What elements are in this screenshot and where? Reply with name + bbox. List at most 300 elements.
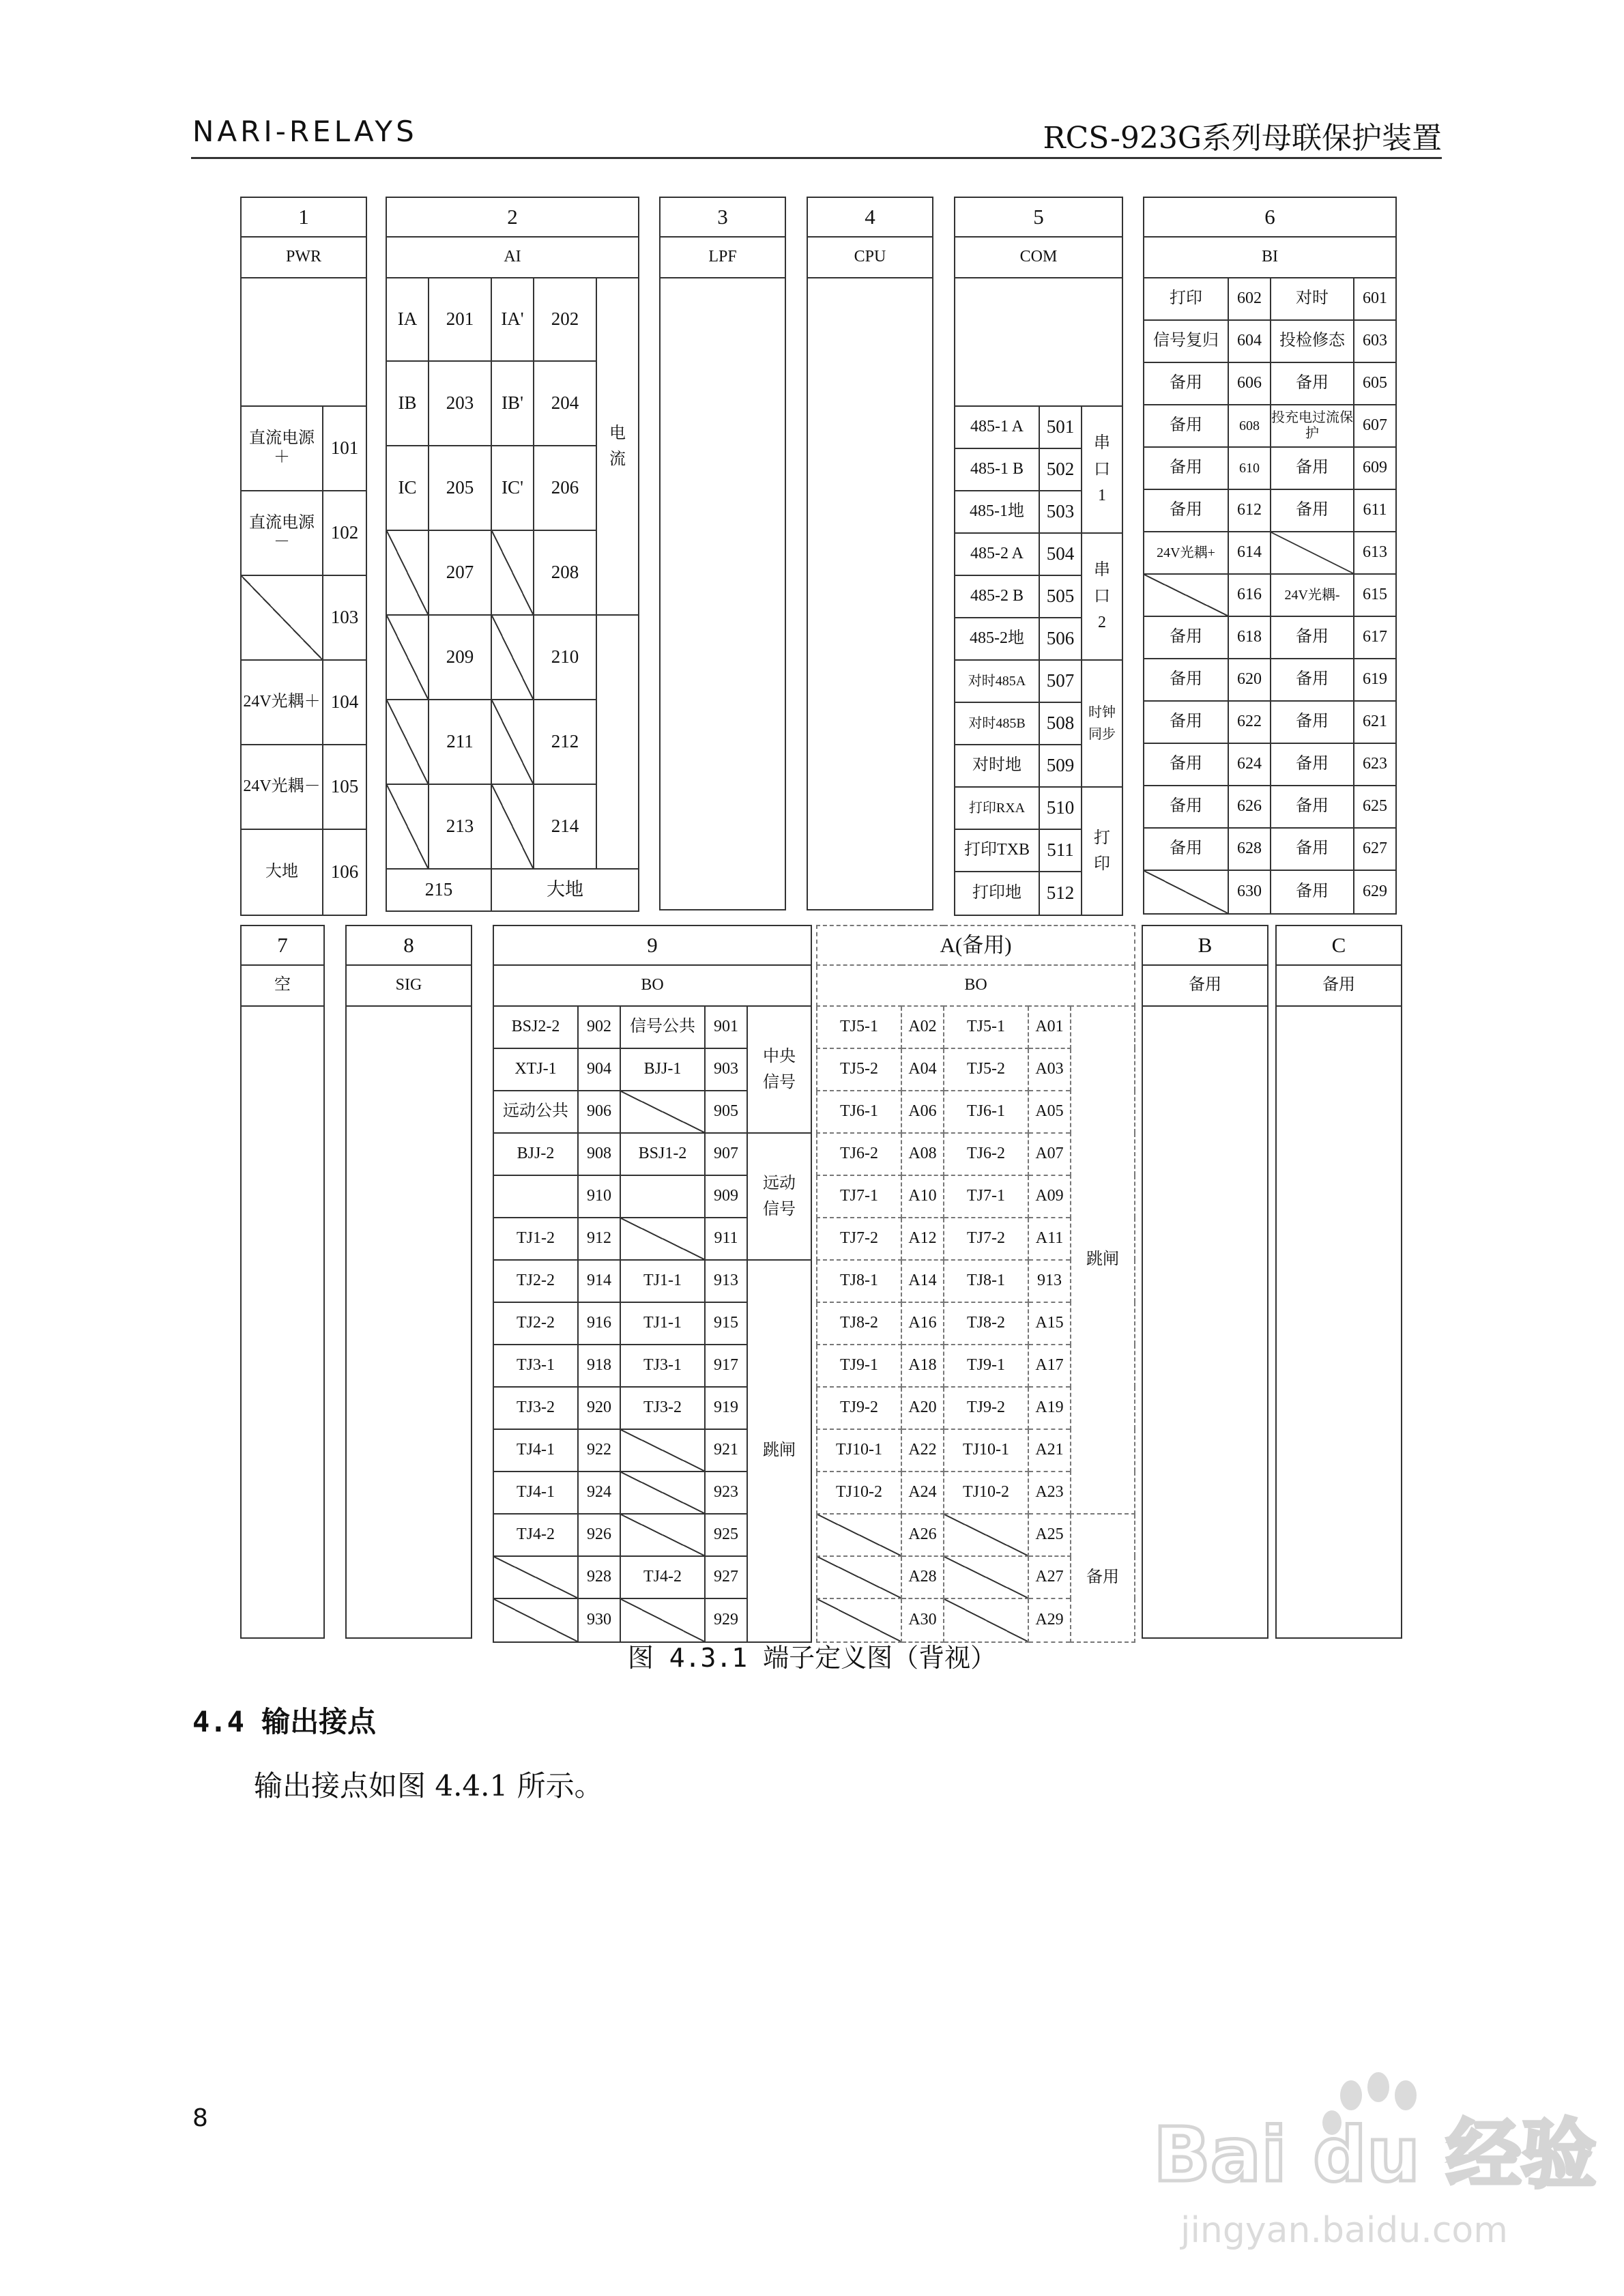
terminal-label: 远动公共 [493, 1091, 578, 1133]
terminal-label: 485-2地 [955, 618, 1039, 660]
terminal-label-empty [944, 1556, 1028, 1598]
terminal-label-empty [491, 530, 534, 615]
watermark-line1: Bai du 经验 [1153, 2111, 1597, 2198]
module-number: B [1142, 925, 1268, 965]
group-label [1071, 1514, 1135, 1642]
terminal-label: TJ9-2 [944, 1387, 1028, 1429]
terminal-number: A12 [901, 1218, 944, 1260]
terminal-number: 202 [534, 278, 596, 361]
terminal-label: 24V光耦+ [1144, 532, 1228, 574]
terminal-label-empty [817, 1598, 901, 1642]
empty-area [1142, 1006, 1268, 1638]
terminal-number: 101 [323, 406, 366, 491]
terminal-number: 619 [1354, 659, 1396, 701]
terminal-number: 906 [578, 1091, 620, 1133]
group-label [1082, 660, 1122, 787]
terminal-label: 备用 [1144, 362, 1228, 405]
terminal-label: TJ3-1 [493, 1345, 578, 1387]
module-name: BO [817, 965, 1135, 1006]
terminal-number: 603 [1354, 320, 1396, 362]
terminal-label: TJ6-2 [944, 1133, 1028, 1175]
terminal-number: 610 [1228, 447, 1271, 489]
terminal-label: 直流电源＋ [241, 406, 323, 491]
group-label-text: 串口2 [1094, 561, 1110, 632]
terminal-number: 929 [705, 1598, 747, 1642]
terminal-number: 918 [578, 1345, 620, 1387]
terminal-label: 24V光耦- [1271, 574, 1354, 616]
terminal-number: A23 [1028, 1472, 1071, 1514]
terminal-label: 备用 [1271, 828, 1354, 870]
module-1-pwr [240, 197, 367, 916]
terminal-number: A08 [901, 1133, 944, 1175]
terminal-number: A03 [1028, 1048, 1071, 1091]
terminal-label: TJ9-1 [817, 1345, 901, 1387]
terminal-number: A01 [1028, 1006, 1071, 1048]
terminal-number: 612 [1228, 489, 1271, 532]
terminal-number: A14 [901, 1260, 944, 1302]
module-number: 3 [660, 197, 785, 237]
terminal-number: 615 [1354, 574, 1396, 616]
terminal-number: 627 [1354, 828, 1396, 870]
terminal-number: 920 [578, 1387, 620, 1429]
terminal-number: 106 [323, 829, 366, 915]
module-5-com [954, 197, 1123, 916]
terminal-number: A18 [901, 1345, 944, 1387]
module-a-bo [816, 925, 1135, 1643]
terminal-label: 备用 [1271, 659, 1354, 701]
terminal-label: 备用 [1144, 701, 1228, 743]
module-name: COM [955, 237, 1122, 278]
header-left: NARI-RELAYS [192, 115, 418, 148]
group-label [596, 278, 639, 615]
group-label-text: 电流 [609, 424, 626, 468]
terminal-number: 607 [1354, 405, 1396, 447]
terminal-label: TJ10-1 [944, 1429, 1028, 1472]
terminal-number: A19 [1028, 1387, 1071, 1429]
terminal-label: 备用 [1144, 743, 1228, 786]
terminal-number: 622 [1228, 701, 1271, 743]
watermark-line2: jingyan.baidu.com [1180, 2210, 1508, 2251]
terminal-label-empty [1271, 532, 1354, 574]
terminal-label-empty [817, 1514, 901, 1556]
terminal-label-empty [944, 1514, 1028, 1556]
terminal-number: 927 [705, 1556, 747, 1598]
terminal-number: 620 [1228, 659, 1271, 701]
terminal-number: 604 [1228, 320, 1271, 362]
terminal-number: 208 [534, 530, 596, 615]
terminal-number: A29 [1028, 1598, 1071, 1642]
terminal-number: 621 [1354, 701, 1396, 743]
terminal-number: 901 [705, 1006, 747, 1048]
terminal-number: A11 [1028, 1218, 1071, 1260]
terminal-number: 926 [578, 1514, 620, 1556]
terminal-number: 902 [578, 1006, 620, 1048]
body-paragraph: 输出接点如图 4.4.1 所示。 [254, 1769, 603, 1803]
terminal-label: TJ6-2 [817, 1133, 901, 1175]
terminal-number: 213 [429, 784, 491, 869]
group-label-text: 跳闸 [763, 1441, 796, 1460]
terminal-label: 485-1 A [955, 406, 1039, 448]
module-number: A(备用) [817, 925, 1135, 965]
module-4-cpu [807, 197, 933, 910]
terminal-label: 备用 [1144, 659, 1228, 701]
terminal-number: A30 [901, 1598, 944, 1642]
terminal-number: 913 [1028, 1260, 1071, 1302]
terminal-number: 912 [578, 1218, 620, 1260]
terminal-number: 616 [1228, 574, 1271, 616]
terminal-label: 打印TXB [955, 829, 1039, 872]
terminal-label: TJ7-2 [944, 1218, 1028, 1260]
terminal-label: TJ3-1 [620, 1345, 705, 1387]
terminal-label: TJ10-1 [817, 1429, 901, 1472]
terminal-label: 对时 [1271, 278, 1354, 320]
terminal-label: TJ7-1 [944, 1175, 1028, 1218]
terminal-label: TJ4-1 [493, 1472, 578, 1514]
module-6-bi [1143, 197, 1397, 915]
empty-area [955, 278, 1122, 406]
module-3-lpf [659, 197, 786, 910]
terminal-label: BSJ1-2 [620, 1133, 705, 1175]
terminal-label-empty [241, 575, 323, 660]
terminal-label: XTJ-1 [493, 1048, 578, 1091]
group-label-text: 时钟同步 [1088, 705, 1116, 742]
terminal-number: 506 [1039, 618, 1082, 660]
terminal-number: 617 [1354, 616, 1396, 659]
empty-area [346, 1006, 472, 1638]
terminal-number: 207 [429, 530, 491, 615]
terminal-label: 备用 [1271, 743, 1354, 786]
terminal-label: TJ9-2 [817, 1387, 901, 1429]
terminal-label: TJ1-1 [620, 1260, 705, 1302]
terminal-number: 601 [1354, 278, 1396, 320]
terminal-number: 928 [578, 1556, 620, 1598]
terminal-label-empty [386, 700, 429, 784]
terminal-number: 903 [705, 1048, 747, 1091]
terminal-label-empty [491, 784, 534, 869]
module-name: AI [386, 237, 639, 278]
module-number: 1 [241, 197, 366, 237]
terminal-number: 602 [1228, 278, 1271, 320]
terminal-label-empty [620, 1598, 705, 1642]
terminal-number: 511 [1039, 829, 1082, 872]
terminal-label: IA' [491, 278, 534, 361]
terminal-label-empty [493, 1175, 578, 1218]
terminal-label: TJ8-1 [944, 1260, 1028, 1302]
module-name: PWR [241, 237, 366, 278]
terminal-number: A09 [1028, 1175, 1071, 1218]
terminal-label: 备用 [1144, 616, 1228, 659]
terminal-label: 信号公共 [620, 1006, 705, 1048]
terminal-label: TJ2-2 [493, 1260, 578, 1302]
terminal-number: A21 [1028, 1429, 1071, 1472]
terminal-number: 625 [1354, 786, 1396, 828]
terminal-number: 510 [1039, 787, 1082, 829]
terminal-number: A17 [1028, 1345, 1071, 1387]
terminal-label: BJJ-1 [620, 1048, 705, 1091]
terminal-label: 打印RXA [955, 787, 1039, 829]
terminal-number: 922 [578, 1429, 620, 1472]
group-label [1082, 406, 1122, 533]
terminal-number: A02 [901, 1006, 944, 1048]
terminal-label: TJ7-1 [817, 1175, 901, 1218]
terminal-number: A15 [1028, 1302, 1071, 1345]
terminal-number: 911 [705, 1218, 747, 1260]
terminal-label: 485-2 A [955, 533, 1039, 575]
terminal-label: 信号复归 [1144, 320, 1228, 362]
empty-area [241, 278, 366, 406]
group-label-text: 串口1 [1094, 434, 1110, 505]
terminal-number: 924 [578, 1472, 620, 1514]
terminal-number: 611 [1354, 489, 1396, 532]
terminal-label: TJ4-1 [493, 1429, 578, 1472]
terminal-label: 485-1 B [955, 448, 1039, 491]
terminal-number: 910 [578, 1175, 620, 1218]
terminal-number: 923 [705, 1472, 747, 1514]
terminal-number: A06 [901, 1091, 944, 1133]
terminal-label: 24V光耦－ [241, 745, 323, 829]
terminal-label: 485-1地 [955, 491, 1039, 533]
terminal-number: 215 [386, 869, 491, 911]
terminal-number: 211 [429, 700, 491, 784]
empty-area [241, 1006, 324, 1638]
group-label-text: 远动信号 [762, 1174, 796, 1218]
terminal-label: 备用 [1271, 870, 1354, 914]
header-rule [191, 157, 1442, 159]
terminal-label: IC' [491, 446, 534, 530]
terminal-number: 916 [578, 1302, 620, 1345]
terminal-label: TJ8-1 [817, 1260, 901, 1302]
terminal-label: TJ5-1 [944, 1006, 1028, 1048]
terminal-number: 915 [705, 1302, 747, 1345]
terminal-number: 505 [1039, 575, 1082, 618]
terminal-label: TJ8-2 [817, 1302, 901, 1345]
module-number: 8 [346, 925, 472, 965]
terminal-label: TJ7-2 [817, 1218, 901, 1260]
terminal-label: 备用 [1144, 828, 1228, 870]
terminal-label-empty [491, 700, 534, 784]
terminal-label: 对时485A [955, 660, 1039, 702]
terminal-label: 投充电过流保护 [1271, 405, 1354, 447]
group-label-text: 打印 [1094, 829, 1110, 873]
terminal-label: IB' [491, 361, 534, 446]
module-9-bo [493, 925, 812, 1643]
terminal-label: 直流电源－ [241, 491, 323, 575]
terminal-number: 913 [705, 1260, 747, 1302]
terminal-label: BJJ-2 [493, 1133, 578, 1175]
terminal-number: 909 [705, 1175, 747, 1218]
baidu-jingyan-watermark [1153, 2068, 1597, 2259]
terminal-number: 206 [534, 446, 596, 530]
terminal-number: 105 [323, 745, 366, 829]
terminal-label: 大地 [241, 829, 323, 915]
terminal-label: TJ10-2 [817, 1472, 901, 1514]
terminal-label: 对时485B [955, 702, 1039, 745]
terminal-label: 备用 [1144, 447, 1228, 489]
module-name: 备用 [1142, 965, 1268, 1006]
terminal-label: 备用 [1271, 786, 1354, 828]
terminal-number: 205 [429, 446, 491, 530]
terminal-number: A22 [901, 1429, 944, 1472]
group-label [747, 1006, 811, 1133]
terminal-label-empty [1144, 870, 1228, 914]
terminal-number: 608 [1228, 405, 1271, 447]
terminal-label-empty [386, 615, 429, 700]
terminal-label: IA [386, 278, 429, 361]
terminal-label: TJ3-2 [493, 1387, 578, 1429]
terminal-label: TJ5-1 [817, 1006, 901, 1048]
module-name: BI [1144, 237, 1396, 278]
module-b [1142, 925, 1268, 1639]
terminal-number: 502 [1039, 448, 1082, 491]
terminal-number: 925 [705, 1514, 747, 1556]
terminal-label-empty [620, 1175, 705, 1218]
terminal-number: 914 [578, 1260, 620, 1302]
terminal-number: 103 [323, 575, 366, 660]
terminal-label: 投检修态 [1271, 320, 1354, 362]
terminal-label: TJ4-2 [620, 1556, 705, 1598]
terminal-number: 214 [534, 784, 596, 869]
terminal-label: 打印地 [955, 872, 1039, 915]
terminal-number: A25 [1028, 1514, 1071, 1556]
terminal-label: 备用 [1271, 616, 1354, 659]
header-right: RCS-923G系列母联保护装置 [1043, 121, 1442, 156]
terminal-label: 备用 [1271, 489, 1354, 532]
terminal-number: 212 [534, 700, 596, 784]
terminal-label: 备用 [1271, 362, 1354, 405]
terminal-number: A10 [901, 1175, 944, 1218]
terminal-number: A20 [901, 1387, 944, 1429]
terminal-label: 备用 [1144, 489, 1228, 532]
module-name: BO [493, 965, 811, 1006]
module-name: 空 [241, 965, 324, 1006]
module-number: 7 [241, 925, 324, 965]
terminal-number: 501 [1039, 406, 1082, 448]
terminal-label: 备用 [1144, 405, 1228, 447]
terminal-label-empty [491, 615, 534, 700]
terminal-label-empty [620, 1472, 705, 1514]
watermark-logo [1153, 2068, 1597, 2259]
empty-area [807, 278, 933, 910]
module-8-sig [345, 925, 472, 1639]
module-2-ai [386, 197, 639, 912]
terminal-label: TJ5-2 [944, 1048, 1028, 1091]
figure-caption: 图 4.3.1 端子定义图（背视） [627, 1643, 997, 1673]
terminal-label: TJ10-2 [944, 1472, 1028, 1514]
terminal-label-empty [620, 1514, 705, 1556]
terminal-label: TJ6-1 [817, 1091, 901, 1133]
terminal-number: 504 [1039, 533, 1082, 575]
module-name: LPF [660, 237, 785, 278]
group-label [1082, 533, 1122, 660]
terminal-label: 485-2 B [955, 575, 1039, 618]
section-title: 输出接点 [261, 1705, 377, 1738]
terminal-label-empty [817, 1556, 901, 1598]
terminal-number: 630 [1228, 870, 1271, 914]
terminal-number: 905 [705, 1091, 747, 1133]
empty-cell [596, 615, 639, 869]
module-number: 9 [493, 925, 811, 965]
terminal-number: 104 [323, 660, 366, 745]
terminal-label: TJ4-2 [493, 1514, 578, 1556]
empty-area [660, 278, 785, 910]
terminal-label-empty [620, 1218, 705, 1260]
terminal-label: TJ1-1 [620, 1302, 705, 1345]
terminal-number: 509 [1039, 745, 1082, 787]
terminal-number: 623 [1354, 743, 1396, 786]
group-label [1071, 1006, 1135, 1514]
module-name: SIG [346, 965, 472, 1006]
terminal-label-empty [386, 784, 429, 869]
terminal-label-empty [620, 1429, 705, 1472]
terminal-number: 210 [534, 615, 596, 700]
terminal-label: TJ2-2 [493, 1302, 578, 1345]
terminal-number: 917 [705, 1345, 747, 1387]
terminal-number: A07 [1028, 1133, 1071, 1175]
terminal-number: A26 [901, 1514, 944, 1556]
module-number: 6 [1144, 197, 1396, 237]
terminal-label: 备用 [1144, 786, 1228, 828]
terminal-label: 大地 [491, 869, 639, 911]
module-number: 5 [955, 197, 1122, 237]
group-label-text: 中央信号 [762, 1047, 796, 1091]
module-name: 备用 [1276, 965, 1402, 1006]
group-label [747, 1133, 811, 1260]
terminal-number: 618 [1228, 616, 1271, 659]
terminal-number: 626 [1228, 786, 1271, 828]
terminal-label-empty [386, 530, 429, 615]
terminal-number: 503 [1039, 491, 1082, 533]
group-label [747, 1260, 811, 1642]
terminal-number: 907 [705, 1133, 747, 1175]
terminal-number: 102 [323, 491, 366, 575]
terminal-label: TJ8-2 [944, 1302, 1028, 1345]
terminal-label: TJ6-1 [944, 1091, 1028, 1133]
terminal-number: 507 [1039, 660, 1082, 702]
terminal-number: 624 [1228, 743, 1271, 786]
group-label [1082, 787, 1122, 915]
page-number: 8 [192, 2104, 208, 2132]
terminal-number: 609 [1354, 447, 1396, 489]
terminal-number: 204 [534, 361, 596, 446]
module-number: 4 [807, 197, 933, 237]
terminal-label-empty [620, 1091, 705, 1133]
section-number: 4.4 [192, 1705, 244, 1738]
terminal-number: 203 [429, 361, 491, 446]
terminal-label: TJ3-2 [620, 1387, 705, 1429]
terminal-label: IC [386, 446, 429, 530]
terminal-number: 904 [578, 1048, 620, 1091]
module-name: CPU [807, 237, 933, 278]
terminal-label: TJ9-1 [944, 1345, 1028, 1387]
terminal-number: 201 [429, 278, 491, 361]
terminal-number: A04 [901, 1048, 944, 1091]
terminal-number: 921 [705, 1429, 747, 1472]
terminal-label-empty [1144, 574, 1228, 616]
terminal-label: TJ5-2 [817, 1048, 901, 1091]
terminal-label: 备用 [1271, 447, 1354, 489]
module-c [1275, 925, 1402, 1639]
terminal-number: A16 [901, 1302, 944, 1345]
terminal-number: 613 [1354, 532, 1396, 574]
terminal-number: 919 [705, 1387, 747, 1429]
module-7 [240, 925, 325, 1639]
terminal-number: 629 [1354, 870, 1396, 914]
terminal-label: BSJ2-2 [493, 1006, 578, 1048]
terminal-label: 对时地 [955, 745, 1039, 787]
terminal-number: 930 [578, 1598, 620, 1642]
terminal-label: 备用 [1271, 701, 1354, 743]
terminal-number: 628 [1228, 828, 1271, 870]
